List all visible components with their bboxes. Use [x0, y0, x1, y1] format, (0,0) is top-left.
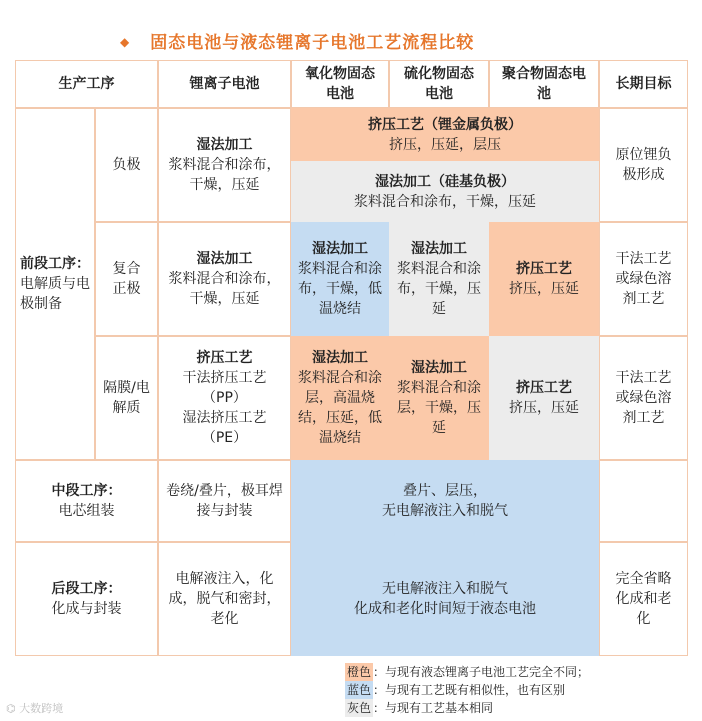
separator-sulfide-cell: 湿法加工 浆料混合和涂层，干燥，压延 [389, 336, 489, 460]
negative-li-cell: 湿法加工 浆料混合和涂布，干燥，压延 [158, 108, 291, 222]
negative-goal: 原位锂负极形成 [599, 108, 688, 222]
legend-blue: 蓝色 ：与现有工艺既有相似性，也有区别 [347, 683, 566, 697]
back-goal: 完全省略化成和老化 [599, 542, 688, 656]
header-oxide: 氧化物固态电池 [291, 60, 389, 108]
positive-polymer-cell: 挤压工艺 挤压，压延 [489, 222, 599, 336]
header-li-ion: 锂离子电池 [158, 60, 291, 108]
title-text: 固态电池与液态锂离子电池工艺流程比较 [150, 33, 475, 53]
header-polymer: 聚合物固态电池 [489, 60, 599, 108]
legend-orange-swatch: 橙色 [347, 665, 372, 679]
middle-solid-span: 叠片、层压， 无电解液注入和脱气 [291, 460, 599, 542]
negative-label: 负极 [95, 108, 158, 222]
separator-oxide-cell: 湿法加工 浆料混合和涂层，高温烧结，压延，低温烧结 [291, 336, 389, 460]
watermark-logo-icon: ⌬ [6, 702, 20, 715]
legend-blue-swatch: 蓝色 [347, 683, 372, 697]
legend-gray-swatch: 灰色 [347, 701, 372, 715]
positive-sulfide-cell: 湿法加工 浆料混合和涂布，干燥，压延 [389, 222, 489, 336]
positive-oxide-cell: 湿法加工 浆料混合和涂布，干燥，低温烧结 [291, 222, 389, 336]
negative-wet-span: 湿法加工（硅基负极） 浆料混合和涂布，干燥，压延 [291, 161, 599, 222]
front-stage-label: 前段工序： 电解质与电极制备 [15, 108, 95, 460]
back-stage-label: 后段工序： 化成与封装 [15, 542, 158, 656]
back-solid-span: 无电解液注入和脱气 化成和老化时间短于液态电池 [291, 542, 599, 656]
separator-label: 隔膜/电解质 [95, 336, 158, 460]
negative-extrusion-span: 挤压工艺（锂金属负极） 挤压，压延，层压 [291, 108, 599, 161]
middle-li-cell: 卷绕/叠片，极耳焊接与封装 [158, 460, 291, 542]
legend-gray: 灰色 ：与现有工艺基本相同 [347, 701, 494, 715]
middle-stage-label: 中段工序： 电芯组装 [15, 460, 158, 542]
positive-goal: 干法工艺或绿色溶剂工艺 [599, 222, 688, 336]
positive-li-cell: 湿法加工 浆料混合和涂布，干燥，压延 [158, 222, 291, 336]
header-goal: 长期目标 [599, 60, 688, 108]
back-li-cell: 电解液注入，化成，脱气和密封，老化 [158, 542, 291, 656]
header-sulfide: 硫化物固态电池 [389, 60, 489, 108]
watermark: ⌬ 大数跨境 [6, 702, 64, 715]
header-process: 生产工序 [15, 60, 158, 108]
separator-goal: 干法工艺或绿色溶剂工艺 [599, 336, 688, 460]
separator-li-cell: 挤压工艺 干法挤压工艺 （PP） 湿法挤压工艺 （PE） [158, 336, 291, 460]
positive-label: 复合正极 [95, 222, 158, 336]
legend-orange: 橙色 ：与现有液态锂离子电池工艺完全不同； [347, 665, 590, 679]
separator-polymer-cell: 挤压工艺 挤压，压延 [489, 336, 599, 460]
middle-goal [599, 460, 688, 542]
page-title [120, 28, 474, 53]
diamond-bullet-icon: ◆ [120, 35, 131, 49]
